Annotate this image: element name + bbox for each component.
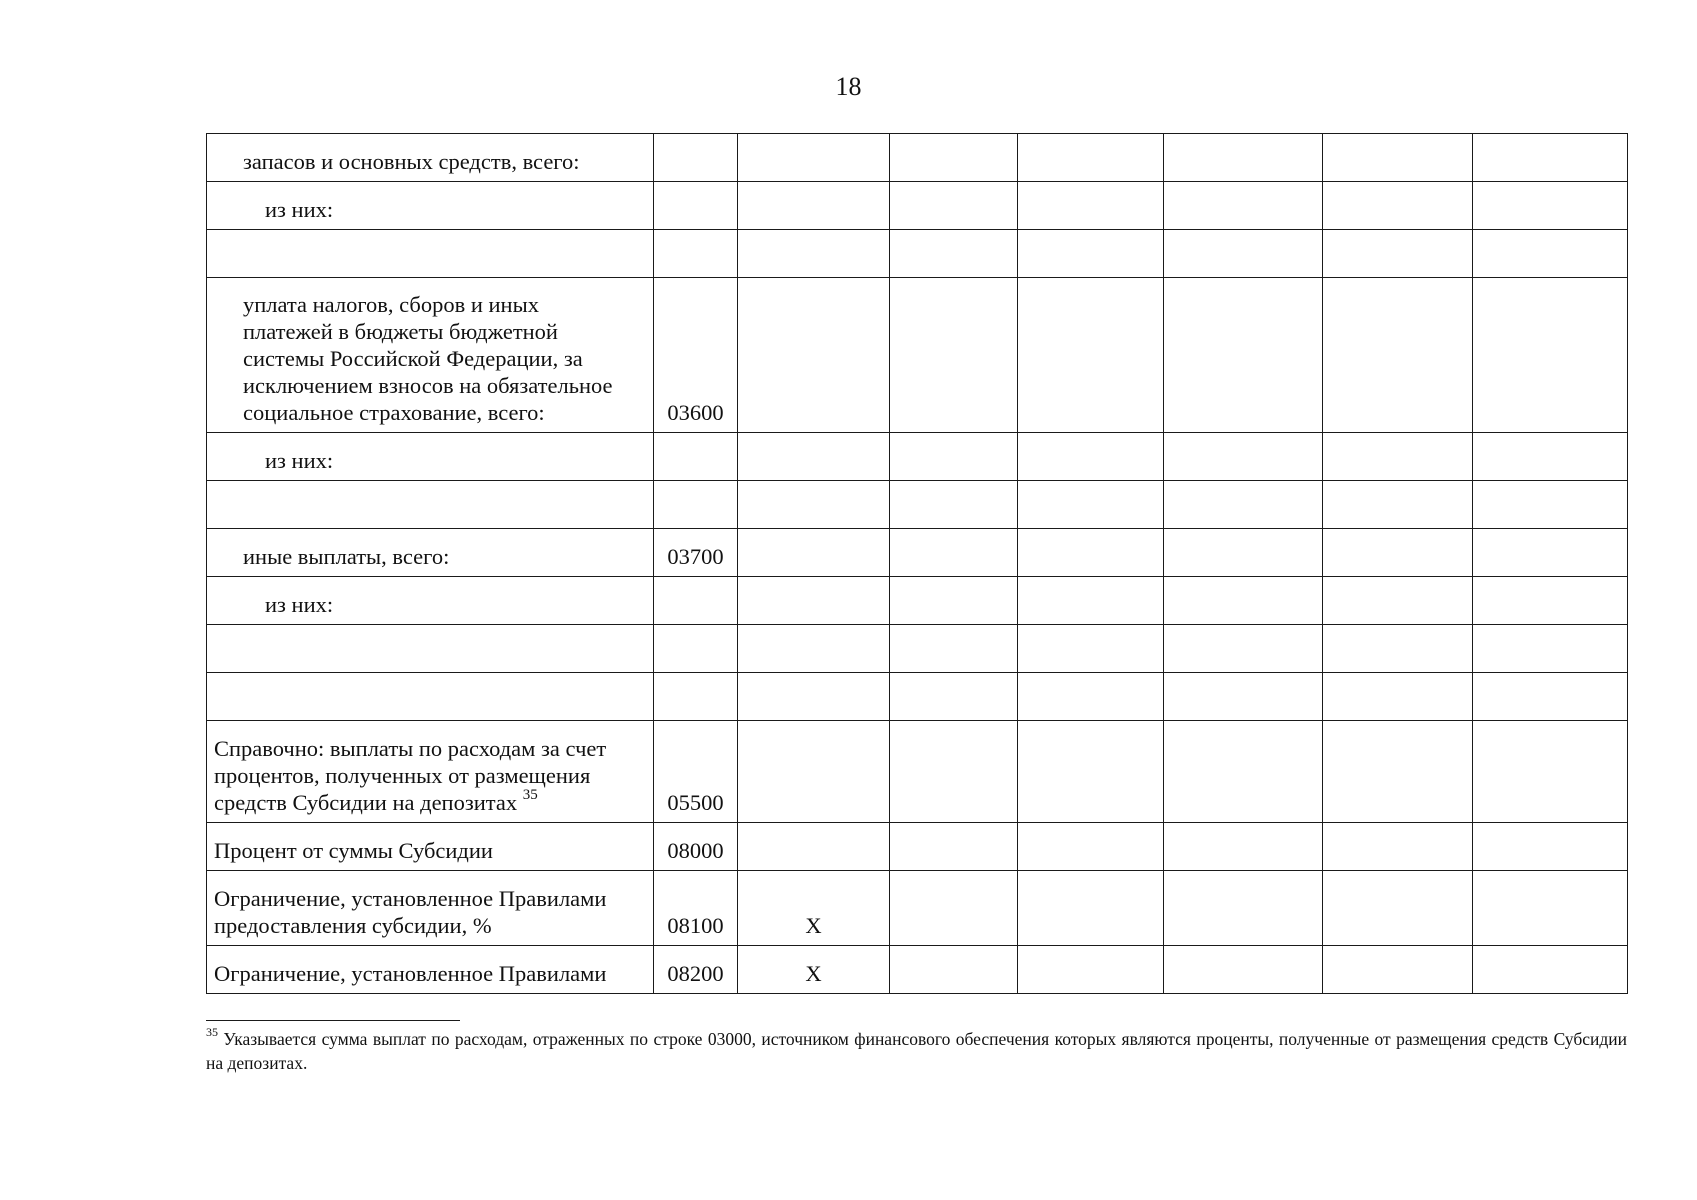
footnote-reference: 35 xyxy=(522,786,538,803)
row-label-cell xyxy=(207,721,654,823)
row-label: из них: xyxy=(265,197,334,222)
row-value-cell xyxy=(1473,625,1628,673)
row-value-cell xyxy=(1323,625,1473,673)
row-value-cell xyxy=(1018,946,1164,994)
row-value-cell xyxy=(1018,481,1164,529)
row-code-cell: 03600 xyxy=(654,278,738,433)
row-value-cell xyxy=(890,577,1018,625)
row-value-cell xyxy=(890,182,1018,230)
row-label-cell xyxy=(207,230,654,278)
table-row xyxy=(207,721,1628,823)
row-value-cell xyxy=(738,481,890,529)
row-value-cell xyxy=(1473,230,1628,278)
table-row xyxy=(207,230,1628,278)
row-label: из них: xyxy=(265,448,334,473)
row-value-cell xyxy=(890,673,1018,721)
row-code-cell: 03700 xyxy=(654,529,738,577)
row-value-cell xyxy=(1164,230,1323,278)
row-value-cell xyxy=(1164,721,1323,823)
row-value-cell: X xyxy=(738,946,890,994)
row-value-cell xyxy=(1323,182,1473,230)
row-value-cell xyxy=(890,433,1018,481)
row-label-cell xyxy=(207,134,654,182)
row-value-cell xyxy=(1018,823,1164,871)
row-code-cell xyxy=(654,481,738,529)
row-code-cell xyxy=(654,577,738,625)
row-value-cell xyxy=(1473,823,1628,871)
row-value-cell xyxy=(1473,182,1628,230)
row-value-cell xyxy=(890,529,1018,577)
table-row xyxy=(207,529,1628,577)
row-value-cell xyxy=(1018,577,1164,625)
table-row xyxy=(207,673,1628,721)
row-value-cell xyxy=(1164,481,1323,529)
row-value-cell xyxy=(890,134,1018,182)
table-row xyxy=(207,481,1628,529)
row-value-cell xyxy=(1018,871,1164,946)
row-value-cell xyxy=(1323,946,1473,994)
row-value-cell: X xyxy=(738,871,890,946)
row-code-cell: 05500 xyxy=(654,721,738,823)
row-value-cell xyxy=(1164,134,1323,182)
row-value-cell xyxy=(1323,278,1473,433)
row-value-cell xyxy=(890,625,1018,673)
row-code-cell xyxy=(654,230,738,278)
row-value-cell xyxy=(1473,946,1628,994)
row-code-cell xyxy=(654,673,738,721)
row-label: Процент от суммы Субсидии xyxy=(214,838,493,863)
footnote xyxy=(206,1027,1627,1075)
row-code-cell: 08100 xyxy=(654,871,738,946)
row-value-cell xyxy=(738,182,890,230)
row-value-cell xyxy=(738,673,890,721)
row-value-cell xyxy=(1323,673,1473,721)
row-label-cell xyxy=(207,946,654,994)
row-value-cell xyxy=(890,871,1018,946)
row-value-cell xyxy=(738,529,890,577)
row-value-cell xyxy=(1164,182,1323,230)
row-value-cell xyxy=(1018,625,1164,673)
row-label-cell xyxy=(207,529,654,577)
row-value-cell xyxy=(1323,230,1473,278)
page-number: 18 xyxy=(835,72,862,101)
row-value-cell xyxy=(738,721,890,823)
row-value-cell xyxy=(1018,433,1164,481)
table-row xyxy=(207,577,1628,625)
row-value-cell xyxy=(1323,721,1473,823)
row-label-cell xyxy=(207,182,654,230)
footnote-text: Указывается сумма выплат по расходам, отраженных по строке 03000, источником финансового обеспечения которых являются проценты, полученные от размещения средств Субсидии на депозитах. xyxy=(206,1029,1627,1073)
table-row xyxy=(207,625,1628,673)
row-value-cell xyxy=(890,823,1018,871)
row-value-cell xyxy=(1018,529,1164,577)
row-label: Ограничение, установленное Правилами предоставления субсидии, % xyxy=(214,886,607,938)
row-value-cell xyxy=(890,278,1018,433)
row-value-cell xyxy=(890,721,1018,823)
row-code-cell: 08000 xyxy=(654,823,738,871)
row-label-cell xyxy=(207,481,654,529)
row-value-cell xyxy=(1323,481,1473,529)
row-value-cell xyxy=(1473,481,1628,529)
row-value-cell xyxy=(1473,673,1628,721)
footnote-number: 35 xyxy=(206,1025,218,1040)
row-label-cell xyxy=(207,433,654,481)
row-value-cell xyxy=(1164,529,1323,577)
row-value-cell xyxy=(1323,871,1473,946)
row-value-cell xyxy=(1164,871,1323,946)
row-value-cell xyxy=(738,625,890,673)
row-value-cell xyxy=(1323,529,1473,577)
row-value-cell xyxy=(1018,134,1164,182)
row-value-cell xyxy=(1018,278,1164,433)
table-row xyxy=(207,182,1628,230)
row-label: иные выплаты, всего: xyxy=(243,544,450,569)
row-label-cell xyxy=(207,625,654,673)
row-code-cell xyxy=(654,134,738,182)
row-value-cell xyxy=(1018,230,1164,278)
row-label: запасов и основных средств, всего: xyxy=(243,149,580,174)
table-row xyxy=(207,823,1628,871)
row-value-cell xyxy=(1164,823,1323,871)
row-label: Справочно: выплаты по расходам за счет процентов, полученных от размещения средств Субсидии на депозитах xyxy=(214,736,607,815)
table-row xyxy=(207,433,1628,481)
table-row xyxy=(207,134,1628,182)
row-label: уплата налогов, сборов и иных платежей в бюджеты бюджетной системы Российской Федерации, за исключением взносов на обязательное социальное страхование, всего: xyxy=(243,292,613,425)
row-label: из них: xyxy=(265,592,334,617)
row-value-cell xyxy=(1473,577,1628,625)
row-value-cell xyxy=(1323,823,1473,871)
row-code-cell xyxy=(654,433,738,481)
report-table xyxy=(206,133,1628,994)
row-label-cell xyxy=(207,871,654,946)
row-label-cell xyxy=(207,278,654,433)
row-value-cell xyxy=(738,230,890,278)
table-row xyxy=(207,946,1628,994)
row-label: Ограничение, установленное Правилами xyxy=(214,961,607,986)
row-value-cell xyxy=(1164,278,1323,433)
row-value-cell xyxy=(1018,721,1164,823)
row-value-cell xyxy=(1323,577,1473,625)
row-label-cell xyxy=(207,673,654,721)
row-value-cell xyxy=(1164,946,1323,994)
row-code-cell xyxy=(654,625,738,673)
row-code-cell xyxy=(654,182,738,230)
row-value-cell xyxy=(1164,433,1323,481)
row-value-cell xyxy=(1473,529,1628,577)
row-value-cell xyxy=(890,946,1018,994)
row-value-cell xyxy=(1323,433,1473,481)
table-row xyxy=(207,278,1628,433)
row-value-cell xyxy=(1473,278,1628,433)
row-value-cell xyxy=(1164,577,1323,625)
table-row xyxy=(207,871,1628,946)
row-value-cell xyxy=(1323,134,1473,182)
row-code-cell: 08200 xyxy=(654,946,738,994)
row-value-cell xyxy=(1164,625,1323,673)
row-label-cell xyxy=(207,823,654,871)
row-label-cell xyxy=(207,577,654,625)
row-value-cell xyxy=(1473,134,1628,182)
row-value-cell xyxy=(890,481,1018,529)
row-value-cell xyxy=(738,577,890,625)
row-value-cell xyxy=(1164,673,1323,721)
row-value-cell xyxy=(738,823,890,871)
row-value-cell xyxy=(890,230,1018,278)
row-value-cell xyxy=(738,278,890,433)
row-value-cell xyxy=(738,134,890,182)
row-value-cell xyxy=(1473,721,1628,823)
row-value-cell xyxy=(1018,182,1164,230)
row-value-cell xyxy=(1473,871,1628,946)
row-value-cell xyxy=(1018,673,1164,721)
footnote-divider xyxy=(206,1020,460,1021)
report-table-body xyxy=(207,134,1628,994)
row-value-cell xyxy=(1473,433,1628,481)
row-value-cell xyxy=(738,433,890,481)
